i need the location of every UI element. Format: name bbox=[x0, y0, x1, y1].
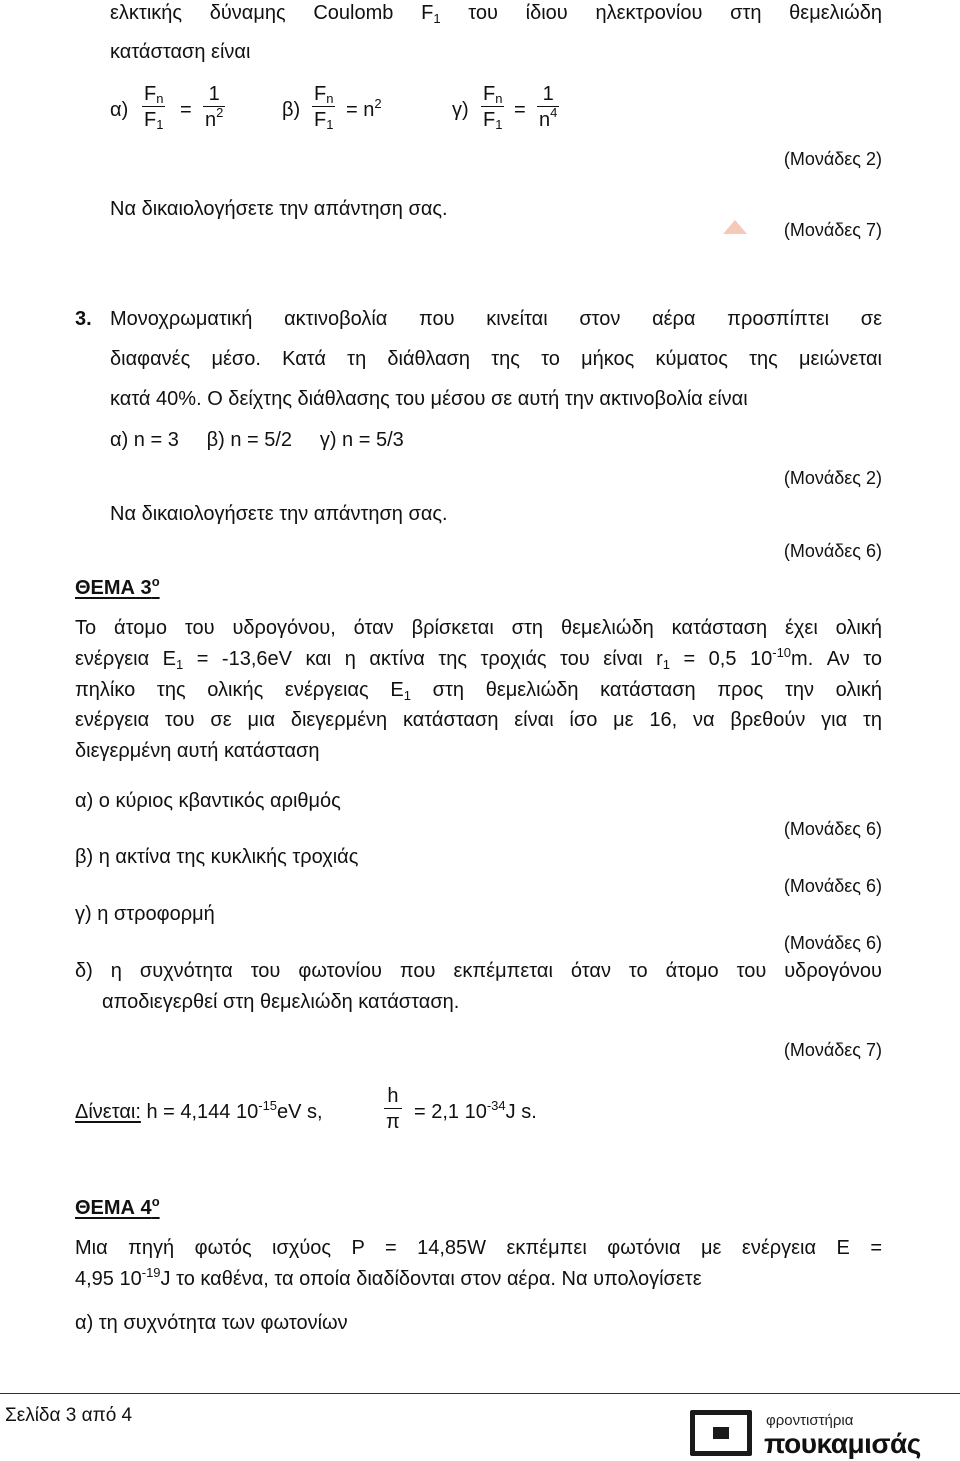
text-line: ενέργεια $E_1 = -13,6eV$ και η ακτίνα της τροχιάς του είναι $r_1 = 0,5$ $10^{-10}m$. Αν το bbox=[75, 645, 882, 672]
marks-label: (Μονάδες 7) bbox=[783, 220, 882, 240]
page-number: Σελίδα 3 από 4 bbox=[5, 1405, 133, 1426]
sub-question-cont: αποδιεγερθεί στη θεμελιώδη κατάσταση. bbox=[102, 991, 460, 1013]
footer-divider bbox=[0, 1393, 960, 1394]
text-line: κατά 40%. Ο δείχτης διάθλασης του μέσου σε αυτή την ακτινοβολία είναι bbox=[110, 388, 748, 410]
equals-sign: = bbox=[514, 99, 526, 121]
sub-question: α) ο κύριος κβαντικός αριθμός bbox=[75, 790, 341, 812]
marks-label: (Μονάδες 6) bbox=[783, 876, 882, 896]
fraction: $\frac{F_n}{F_1}$ bbox=[314, 83, 334, 132]
text-line: Το άτομο του υδρογόνου, όταν βρίσκεται στη θεμελιώδη κατάσταση έχει ολική bbox=[75, 617, 882, 639]
marks-label: (Μονάδες 6) bbox=[783, 819, 882, 839]
marks-label: (Μονάδες 6) bbox=[783, 933, 882, 953]
options-line: α) n = 3 β) n = 5/2 γ) n = 5/3 bbox=[110, 429, 404, 451]
text-line: διαφανές μέσο. Κατά τη διάθλαση της το μήκος κύματος της μειώνεται bbox=[110, 348, 882, 370]
sub-question: γ) η στροφορμή bbox=[75, 903, 215, 925]
equation: = $n^2$ bbox=[346, 96, 382, 121]
text-line: ενέργεια του σε μια διεγερμένη κατάσταση είναι ίσο με 16, να βρεθούν για τη bbox=[75, 709, 882, 731]
option-label: β) bbox=[282, 99, 301, 121]
watermark-mark bbox=[723, 220, 747, 234]
text-line: 4,95 $10^{-19}J$ το καθένα, τα οποία διαδίδονται στον αέρα. Να υπολογίσετε bbox=[75, 1265, 702, 1290]
fraction: $\frac{1}{n^4}$ bbox=[539, 83, 558, 131]
section-heading: ΘΕΜΑ $4^o$ bbox=[75, 1194, 160, 1219]
text-line: διεγερμένη αυτή κατάσταση bbox=[75, 740, 320, 762]
logo-small-text: φροντιστήρια bbox=[766, 1412, 854, 1429]
sub-question: α) τη συχνότητα των φωτονίων bbox=[75, 1312, 348, 1334]
given-line: = 2,1 $10^{-34}J$ s. bbox=[414, 1098, 537, 1123]
option-label: α) bbox=[110, 99, 129, 121]
question-number: 3. bbox=[75, 308, 92, 330]
text-line: Μονοχρωματική ακτινοβολία που κινείται στον αέρα προσπίπτει σε bbox=[110, 308, 882, 330]
equals-sign: = bbox=[180, 99, 192, 121]
text-line: ελκτικής δύναμης Coulomb $F_1$ του ίδιου ηλεκτρονίου στη θεμελιώδη bbox=[110, 2, 882, 26]
fraction-h-over-pi: $\frac{h}{\pi}$ bbox=[386, 1085, 400, 1133]
logo-big-text: πουκαμισάς bbox=[764, 1428, 921, 1459]
text-line: κατάσταση είναι bbox=[110, 41, 251, 63]
section-heading: ΘΕΜΑ $3^o$ bbox=[75, 574, 160, 599]
text-line: Μια πηγή φωτός ισχύος Ρ = 14,85W εκπέμπει φωτόνια με ενέργεια Ε = bbox=[75, 1237, 882, 1259]
sub-question: δ) η συχνότητα του φωτονίου που εκπέμπεται όταν το άτομο του υδρογόνου bbox=[75, 960, 882, 982]
text-line: Να δικαιολογήσετε την απάντηση σας. bbox=[110, 503, 448, 525]
logo-icon bbox=[690, 1410, 752, 1456]
marks-label: (Μονάδες 7) bbox=[783, 1040, 882, 1060]
text-line: Να δικαιολογήσετε την απάντηση σας. bbox=[110, 198, 448, 220]
option-label: γ) bbox=[452, 99, 469, 121]
text-line: πηλίκο της ολικής ενέργειας $E_1$ στη θεμελιώδη κατάσταση προς την ολική bbox=[75, 679, 882, 703]
marks-label: (Μονάδες 6) bbox=[783, 541, 882, 561]
marks-label: (Μονάδες 2) bbox=[783, 149, 882, 169]
fraction: $\frac{F_n}{F_1}$ bbox=[483, 83, 503, 132]
given-line: Δίνεται: h = 4,144 $10^{-15}eV$ s, bbox=[75, 1098, 323, 1123]
fraction: $\frac{1}{n^2}$ bbox=[205, 83, 224, 131]
publisher-logo bbox=[690, 1410, 946, 1458]
sub-question: β) η ακτίνα της κυκλικής τροχιάς bbox=[75, 846, 359, 868]
fraction: $\frac{F_n}{F_1}$ bbox=[144, 83, 164, 132]
marks-label: (Μονάδες 2) bbox=[783, 468, 882, 488]
